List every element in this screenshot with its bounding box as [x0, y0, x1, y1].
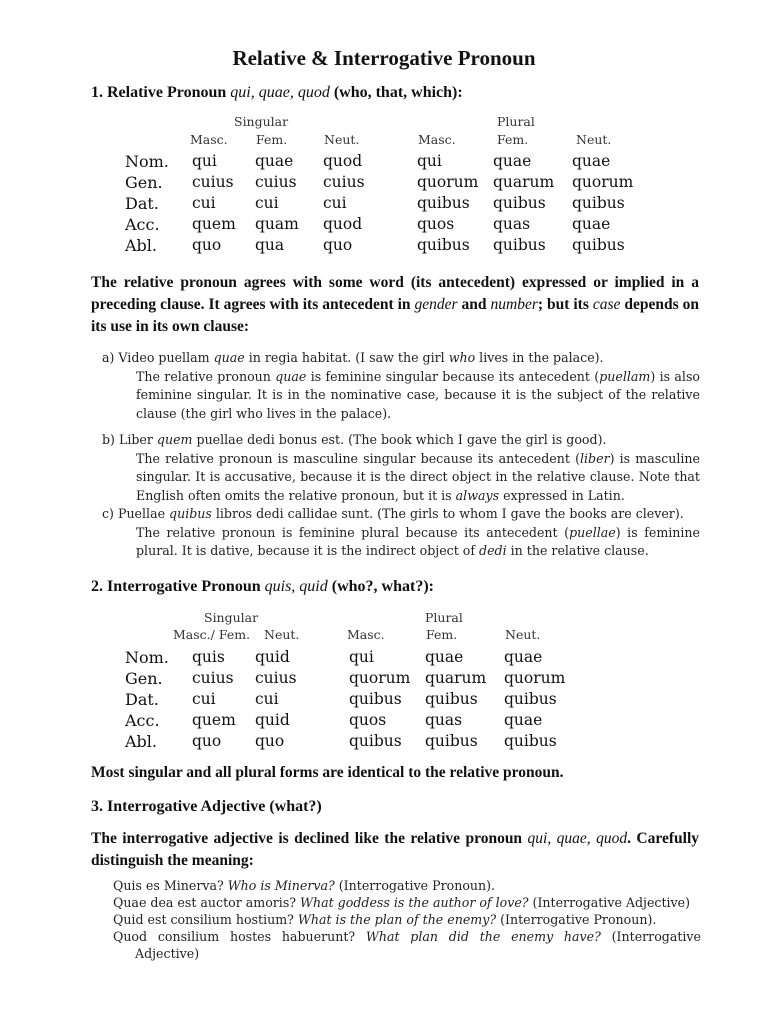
- table1-cell: quarum: [493, 173, 555, 191]
- ex-italic: quem: [156, 432, 193, 447]
- table1-cell: cui: [255, 194, 279, 212]
- question-latin: Quid est consilium hostium?: [113, 912, 298, 927]
- page-title: Relative & Interrogative Pronoun: [232, 46, 536, 70]
- table1-cell: quos: [417, 215, 455, 233]
- ex-italic: quae: [275, 368, 307, 384]
- table1-cell: quibus: [417, 194, 470, 212]
- para-text: . Carefully distinguish the meaning:: [91, 830, 700, 869]
- table1-col-masc-pl: Masc.: [418, 132, 456, 147]
- section-2-number: 2. Interrogative Pronoun: [91, 578, 261, 595]
- ex-text: in regia habitat. (I saw the girl: [244, 350, 449, 365]
- table2-col-masc-fem: Masc./ Fem.: [173, 627, 251, 642]
- table1-case-label: Abl.: [125, 236, 157, 255]
- table2-cell: quos: [349, 711, 387, 729]
- example-sentence: [102, 505, 700, 524]
- para-text: ; but its: [537, 296, 593, 313]
- section-1-gloss: (who, that, which):: [333, 84, 463, 101]
- question-note-cont: Adjective): [135, 946, 200, 961]
- table1-cell: qui: [192, 152, 217, 170]
- ex-text: ) is also feminine singular. It is in the nominative case, because it is the subject of the relative clause (the girl who lives in the palace).: [136, 368, 700, 421]
- ex-text: ) is feminine plural. It is dative, because it is the indirect object of: [136, 524, 701, 558]
- ex-text: lives in the palace).: [475, 350, 604, 365]
- ex-text: The relative pronoun is masculine singular because its antecedent (: [136, 450, 580, 466]
- table2-cell: quid: [255, 648, 290, 666]
- table1-cell: qui: [417, 152, 442, 170]
- question-note: (Interrogative Pronoun).: [496, 912, 657, 927]
- table2-cell: quo: [255, 732, 285, 750]
- ex-italic: puellae: [569, 524, 616, 540]
- question-english: What is the plan of the enemy?: [297, 912, 497, 927]
- table2-case-label: Dat.: [125, 690, 159, 709]
- table1-cell: quorum: [572, 173, 634, 191]
- example-c: [102, 505, 700, 561]
- table1-cell: quae: [572, 152, 611, 170]
- table1-case-label: Gen.: [125, 173, 163, 192]
- table1-cell: quo: [192, 236, 222, 254]
- table1-cell: cuius: [192, 173, 234, 191]
- table1-cell: quibus: [572, 194, 625, 212]
- para-text: and: [457, 296, 491, 313]
- table2-cell: quas: [425, 711, 463, 729]
- ex-text: c) Puellae: [102, 506, 170, 521]
- table2-case-label: Acc.: [125, 711, 160, 730]
- table2-cell: quae: [425, 648, 464, 666]
- para-italic: case: [592, 296, 621, 313]
- table2-col-neut-sg: Neut.: [264, 627, 300, 642]
- ex-italic: dedi: [479, 543, 507, 558]
- ex-text: a) Video puellam: [102, 350, 214, 365]
- table2-cell: quibus: [504, 690, 557, 708]
- para-text: The relative pronoun agrees with some word (its antecedent) expressed or implied in a preceding clause. It agrees with its antecedent in: [91, 274, 699, 313]
- question-note: (Interrogative: [600, 929, 702, 944]
- table2-cell: quorum: [504, 669, 566, 687]
- section-2-gloss: (who?, what?):: [331, 578, 434, 595]
- example-explanation: [102, 450, 700, 506]
- table1-cell: quae: [255, 152, 294, 170]
- table2-cell: quarum: [425, 669, 487, 687]
- table1-cell: quibus: [572, 236, 625, 254]
- ex-italic: always: [455, 487, 500, 503]
- table2-cell: qui: [349, 648, 374, 666]
- table2-col-masc-pl: Masc.: [347, 627, 385, 642]
- table1-cell: quibus: [493, 194, 546, 212]
- table2-cell: quae: [504, 648, 543, 666]
- table2-cell: quibus: [349, 690, 402, 708]
- ex-text: libros dedi callidae sunt. (The girls to whom I gave the books are clever).: [211, 506, 684, 521]
- ex-italic: puellam: [599, 368, 651, 384]
- interrogative-adjective-explanation: [91, 828, 699, 872]
- ex-text: puellae dedi bonus est. (The book which I gave the girl is good).: [192, 432, 607, 447]
- table2-cell: quis: [192, 648, 225, 666]
- table1-cell: quae: [493, 152, 532, 170]
- table1-cell: cuius: [323, 173, 365, 191]
- para-text: depends on its use in its own clause:: [91, 296, 699, 335]
- table1-cell: quam: [255, 215, 299, 233]
- table1-case-label: Dat.: [125, 194, 159, 213]
- para-text: The interrogative adjective is declined like the relative pronoun: [91, 830, 528, 847]
- table2-cell: quem: [192, 711, 236, 729]
- ex-text: expressed in Latin.: [499, 487, 625, 503]
- example-explanation: [102, 524, 700, 561]
- table1-cell: quibus: [493, 236, 546, 254]
- question-note: (Interrogative Pronoun).: [334, 878, 496, 893]
- table2-group-plural: Plural: [425, 610, 463, 625]
- ex-text: The relative pronoun: [136, 368, 276, 384]
- table1-cell: quod: [323, 215, 363, 233]
- question-english: What goddess is the author of love?: [300, 895, 529, 910]
- table1-cell: quas: [493, 215, 531, 233]
- table2-cell: quibus: [425, 690, 478, 708]
- table1-cell: quod: [323, 152, 363, 170]
- table1-case-label: Nom.: [125, 152, 169, 171]
- table2-group-singular: Singular: [204, 610, 259, 625]
- table1-col-neut-sg: Neut.: [324, 132, 360, 147]
- table2-case-label: Nom.: [125, 648, 169, 667]
- example-explanation: [102, 368, 700, 424]
- table2-col-fem-pl: Fem.: [426, 627, 458, 642]
- identical-forms-note: Most singular and all plural forms are identical to the relative pronoun.: [91, 764, 564, 781]
- table2-cell: quibus: [349, 732, 402, 750]
- relative-pronoun-explanation: [91, 272, 699, 338]
- table2-case-label: Abl.: [125, 732, 157, 751]
- section-1-number: 1. Relative Pronoun: [91, 84, 227, 101]
- ex-text: in the relative clause.: [506, 543, 649, 558]
- section-2-heading: [91, 578, 434, 596]
- question-continuation: [113, 945, 701, 962]
- table1-cell: quem: [192, 215, 236, 233]
- table1-cell: cuius: [255, 173, 297, 191]
- ex-text: The relative pronoun is feminine plural because its antecedent (: [136, 524, 570, 540]
- ex-text: ) is masculine singular. It is accusative, because it is the direct object in the relative clause. Note that English often omits the relative pronoun, but it is: [136, 450, 700, 503]
- table1-group-singular: Singular: [234, 114, 289, 129]
- table2-cell: cuius: [192, 669, 234, 687]
- table1-cell: cui: [192, 194, 216, 212]
- table2-cell: cuius: [255, 669, 297, 687]
- section-2-forms: quis, quid: [264, 578, 328, 595]
- table1-cell: quibus: [417, 236, 470, 254]
- table2-case-label: Gen.: [125, 669, 163, 688]
- example-a: [102, 349, 700, 423]
- table2-cell: quibus: [425, 732, 478, 750]
- para-italic: number: [490, 296, 538, 313]
- ex-italic: quibus: [169, 506, 212, 521]
- section-3-heading: 3. Interrogative Adjective (what?): [91, 798, 322, 815]
- example-b: [102, 431, 700, 505]
- ex-italic: liber: [580, 450, 610, 466]
- table1-cell: qua: [255, 236, 285, 254]
- question-english: Who is Minerva?: [227, 878, 335, 893]
- question-latin: Quis es Minerva?: [113, 878, 228, 893]
- question-line: [113, 877, 701, 894]
- table1-col-fem-sg: Fem.: [256, 132, 288, 147]
- table2-cell: quorum: [349, 669, 411, 687]
- section-1-heading: [91, 84, 463, 102]
- table1-col-masc-sg: Masc.: [190, 132, 228, 147]
- table1-cell: quo: [323, 236, 353, 254]
- question-line: [113, 894, 701, 911]
- table2-cell: cui: [255, 690, 279, 708]
- ex-text: b) Liber: [102, 432, 157, 447]
- para-italic: gender: [414, 296, 458, 313]
- table2-cell: quibus: [504, 732, 557, 750]
- table1-group-plural: Plural: [497, 114, 535, 129]
- question-latin: Quod consilium hostes habuerunt?: [113, 929, 366, 944]
- question-note: (Interrogative Adjective): [528, 895, 691, 910]
- table2-cell: cui: [192, 690, 216, 708]
- table1-cell: quorum: [417, 173, 479, 191]
- table1-col-neut-pl: Neut.: [576, 132, 612, 147]
- table2-cell: quid: [255, 711, 290, 729]
- question-line: [113, 911, 701, 928]
- example-sentence: [102, 431, 700, 450]
- ex-italic: who: [448, 350, 476, 365]
- table1-cell: quae: [572, 215, 611, 233]
- question-latin: Quae dea est auctor amoris?: [113, 895, 301, 910]
- para-italic: qui, quae, quod: [527, 830, 628, 847]
- table2-col-neut-pl: Neut.: [505, 627, 541, 642]
- table1-col-fem-pl: Fem.: [497, 132, 529, 147]
- example-sentence: [102, 349, 700, 368]
- table2-cell: quo: [192, 732, 222, 750]
- table1-cell: cui: [323, 194, 347, 212]
- ex-text: is feminine singular because its antecedent (: [306, 368, 600, 384]
- question-english: What plan did the enemy have?: [365, 929, 601, 944]
- ex-italic: quae: [213, 350, 245, 365]
- table2-cell: quae: [504, 711, 543, 729]
- question-line: [113, 928, 701, 945]
- table1-case-label: Acc.: [125, 215, 160, 234]
- section-1-forms: qui, quae, quod: [230, 84, 330, 101]
